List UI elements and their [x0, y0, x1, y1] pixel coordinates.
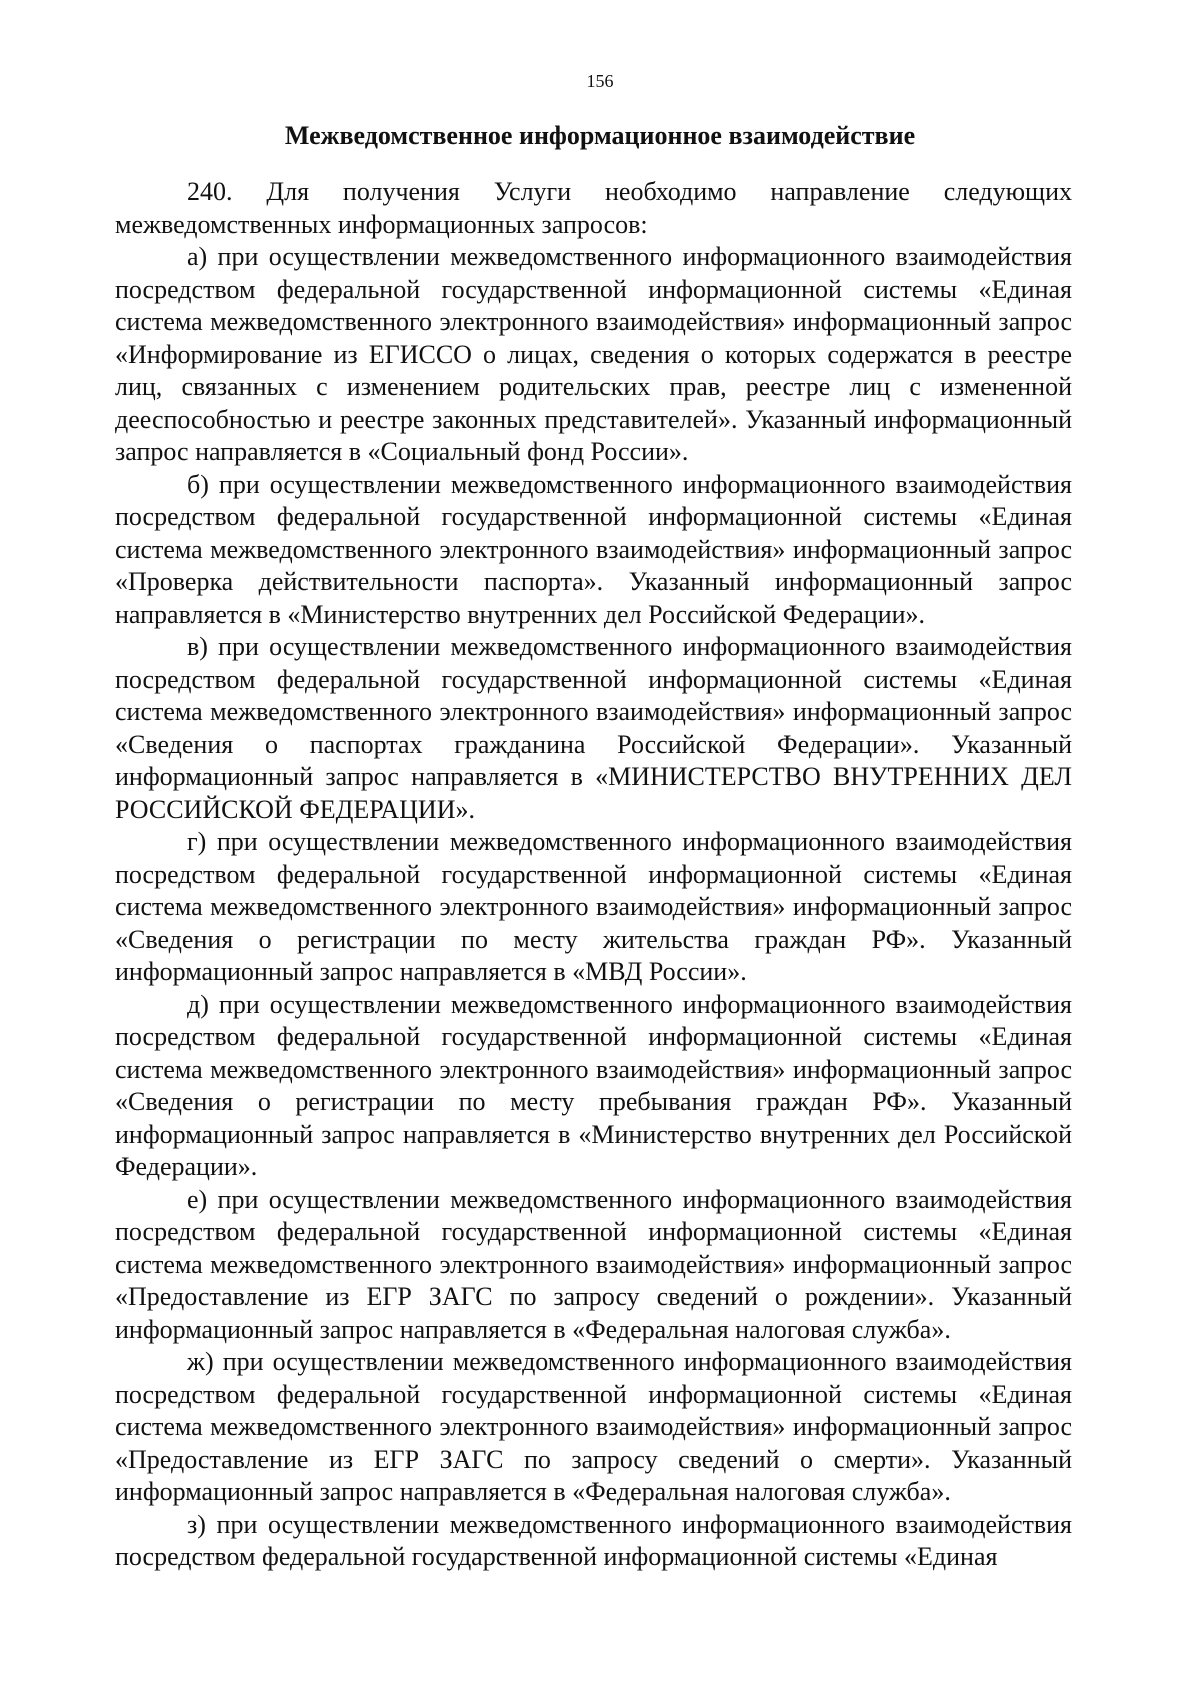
paragraph-z	[115, 1509, 1072, 1574]
paragraph-text: при осуществлении межведомственного информационного взаимодействия посредством федеральной государственной информационной системы «Единая	[115, 1509, 1072, 1571]
paragraph-text: при осуществлении межведомственного информационного взаимодействия посредством федеральной государственной информационной системы «Единая система межведомственного электронного взаимодействия» информационный запрос «Проверка действительности паспорта». Указанный информационный запрос направляется в «Министерство внутренних дел Российской Федерации».	[115, 469, 1072, 629]
paragraph-text: при осуществлении межведомственного информационного взаимодействия посредством федеральной государственной информационной системы «Единая система межведомственного электронного взаимодействия» информационный запрос «Предоставление из ЕГР ЗАГС по запросу сведений о смерти». Указанный информационный запрос направляется в «Федеральная налоговая служба».	[115, 1347, 1072, 1506]
paragraph-marker: ж)	[187, 1347, 214, 1376]
paragraph-marker: г)	[187, 827, 207, 856]
paragraph-marker: д)	[187, 989, 209, 1019]
paragraph-text: при осуществлении межведомственного информационного взаимодействия посредством федеральной государственной информационной системы «Единая система межведомственного электронного взаимодействия» информационный запрос «Сведения о паспортах гражданина Российской Федерации». Указанный информационный запрос направляется в «МИНИСТЕРСТВО ВНУТРЕННИХ ДЕЛ РОССИЙСКОЙ ФЕДЕРАЦИИ».	[115, 632, 1072, 824]
paragraph-g	[115, 826, 1072, 989]
paragraph-text: при осуществлении межведомственного информационного взаимодействия посредством федеральной государственной информационной системы «Единая система межведомственного электронного взаимодействия» информационный запрос «Информирование из ЕГИССО о лицах, сведения о которых содержатся в реестре лиц, связанных с изменением родительских прав, реестре лиц с измененной дееспособностью и реестре законных представителей». Указанный информационный запрос направляется в «Социальный фонд России».	[115, 242, 1072, 466]
paragraph-text: при осуществлении межведомственного информационного взаимодействия посредством федеральной государственной информационной системы «Единая система межведомственного электронного взаимодействия» информационный запрос «Сведения о регистрации по месту жительства граждан РФ». Указанный информационный запрос направляется в «МВД России».	[115, 827, 1072, 986]
paragraph-b	[115, 469, 1072, 632]
paragraph-marker: 240.	[187, 177, 233, 206]
paragraph-zh	[115, 1346, 1072, 1509]
paragraph-text: Для получения Услуги необходимо направление следующих межведомственных информационных запросов:	[115, 177, 1072, 239]
paragraph-text: при осуществлении межведомственного информационного взаимодействия посредством федеральной государственной информационной системы «Единая система межведомственного электронного взаимодействия» информационный запрос «Предоставление из ЕГР ЗАГС по запросу сведений о рождении». Указанный информационный запрос направляется в «Федеральная налоговая служба».	[115, 1184, 1072, 1344]
document-body	[115, 176, 1072, 1574]
paragraph-e	[115, 1184, 1072, 1347]
paragraph-text: при осуществлении межведомственного информационного взаимодействия посредством федеральной государственной информационной системы «Единая система межведомственного электронного взаимодействия» информационный запрос «Сведения о регистрации по месту пребывания граждан РФ». Указанный информационный запрос направляется в «Министерство внутренних дел Российской Федерации».	[115, 989, 1072, 1181]
paragraph-marker: б)	[187, 469, 209, 499]
paragraph-marker: а)	[187, 242, 208, 271]
paragraph-a	[115, 241, 1072, 469]
paragraph-v	[115, 631, 1072, 826]
paragraph-d	[115, 989, 1072, 1184]
page-number: 156	[586, 71, 614, 91]
paragraph-marker: е)	[187, 1184, 208, 1214]
paragraph-240	[115, 176, 1072, 241]
section-heading: Межведомственное информационное взаимодействие	[284, 121, 916, 150]
paragraph-marker: в)	[187, 632, 208, 661]
paragraph-marker: з)	[187, 1509, 206, 1539]
